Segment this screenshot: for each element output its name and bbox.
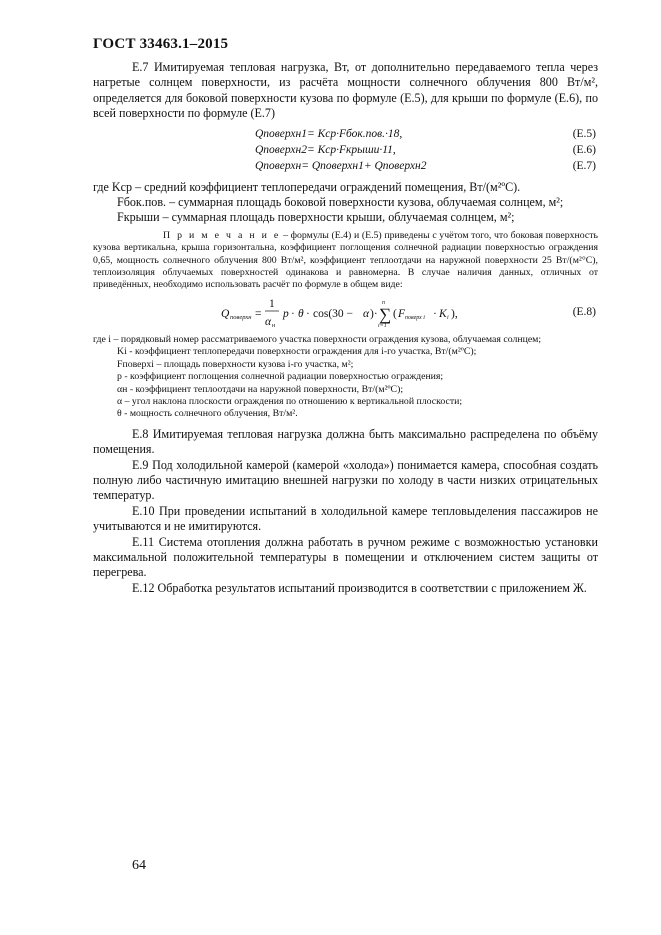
svg-text:·: · [306,307,310,320]
paragraph-e10: Е.10 При проведении испытаний в холодильной камере тепловыделения пассажиров не учитываются и не имитируются. [93,503,598,534]
note-block [93,230,598,292]
svg-text:α: α [265,315,272,328]
svg-text:·: · [291,307,295,320]
svg-text:θ: θ [298,307,304,320]
note-label: П р и м е ч а н и е [163,229,281,241]
where-kcp: где Kср – средний коэффициент теплопередачи ограждений помещения, Вт/(м²ºС). [93,179,521,194]
paragraph-e8: Е.8 Имитируемая тепловая нагрузка должна быть максимально распределена по объёму помещения. [93,426,598,457]
equation-e5-formula: Qповерхн1= Kср·Fбок.пов.·18, [255,127,403,140]
definition-item: p - коэффициент поглощения солнечной радиации поверхностью ограждения; [117,371,444,383]
svg-text:1: 1 [269,297,275,310]
equation-e7 [93,160,598,176]
definition-item: где i – порядковый номер рассматриваемого участка поверхности ограждения кузова, облучаемая солнцем; [93,333,542,345]
definitions-list [93,334,598,421]
definition-item: Fповерхi – площадь поверхности кузова i-го участка, м²; [117,358,354,370]
svg-text:∑: ∑ [379,304,392,324]
equation-e8-number: (Е.8) [572,305,596,318]
svg-text:=: = [255,307,262,320]
equation-e8 [93,292,598,334]
svg-text:F: F [398,307,406,320]
page-number: 64 [132,858,146,873]
svg-text:поверх i: поверх i [405,314,425,321]
equation-e7-formula: Qповерхн= Qповерхн1+ Qповерхн2 [255,159,427,172]
svg-text:(: ( [393,307,397,320]
svg-text:p: p [283,307,289,320]
svg-text:n: n [382,299,385,306]
equation-e6-number: (Е.6) [572,143,596,156]
svg-text:K: K [439,307,447,320]
note-text: – формулы (Е.4) и (Е.5) приведены с учётом того, что боковая поверхность кузова вертикальна, крыша горизонтальна, коэффициент поглощения солнечной радиации поверхностью ограждения 0,65, мощность солнечного облучения 800 Вт/м², коэффициент теплоотдачи на наружной поверхности 25 Вт/(м²°С), теплоизоляция облучаемых поверхностей одинакова и равномерна. В случае наличия данных, отличных от приведённых, необходимо использовать расчёт по формуле в общем виде: [93,229,599,291]
definition-item: αн - коэффициент теплоотдачи на наружной поверхности, Вт/(м²ºС); [117,383,404,395]
svg-text:α: α [363,307,370,320]
document-header: ГОСТ 33463.1–2015 [93,36,229,52]
definition-item: θ - мощность солнечного облучения, Вт/м². [117,408,298,420]
svg-text:cos(30 −: cos(30 − [313,307,354,320]
svg-text:),: ), [451,307,458,320]
equation-e6 [93,144,598,160]
equation-e5-number: (Е.5) [572,127,596,140]
paragraph-e7: Е.7 Имитируемая тепловая нагрузка, Вт, от дополнительно передаваемого тепла через нагретые солнцем поверхности, из расчёта мощности солнечного облучения 800 Вт/м², определяется для боковой поверхности кузова по формуле (Е.5), для крыши по формуле (Е.6), по всей поверхности по формуле (Е.7) [93,60,598,121]
svg-text:н: н [272,322,276,329]
paragraph-e9: Е.9 Под холодильной камерой (камерой «холода») понимается камера, способная создать полную либо частичную имитацию внешней нагрузки по холоду в части низких отрицательных температур. [93,457,598,503]
svg-text:Q: Q [221,307,230,320]
svg-text:·: · [433,307,437,320]
svg-text:i=1: i=1 [378,322,387,329]
svg-text:i: i [447,314,449,321]
equation-e8-formula [93,292,598,334]
definition-item: α – угол наклона плоскости ограждения по отношению к вертикальной плоскости; [117,395,463,407]
equation-e7-number: (Е.7) [572,159,596,172]
definition-item: Ki - коэффициент теплопередачи поверхности ограждения для i-го участка, Вт/(м²ºС); [117,346,477,358]
paragraph-e11: Е.11 Система отопления должна работать в ручном режиме с возможностью установки максимальной положительной температуры в помещении и отключением систем защиты от перегрева. [93,534,598,580]
where-fkrysh: Fкрыши – суммарная площадь поверхности крыши, облучаемая солнцем, м²; [117,210,515,225]
svg-text:)·: )· [370,307,378,320]
main-text [93,60,598,596]
where-fbok: Fбок.пов. – суммарная площадь боковой поверхности кузова, облучаемая солнцем, м²; [117,195,564,210]
svg-text:поверхн: поверхн [230,313,252,321]
equation-e5 [93,128,598,144]
equation-e6-formula: Qповерхн2= Kср·Fкрыши·11, [255,143,396,156]
paragraph-e12: Е.12 Обработка результатов испытаний производится в соответствии с приложением Ж. [132,580,587,595]
